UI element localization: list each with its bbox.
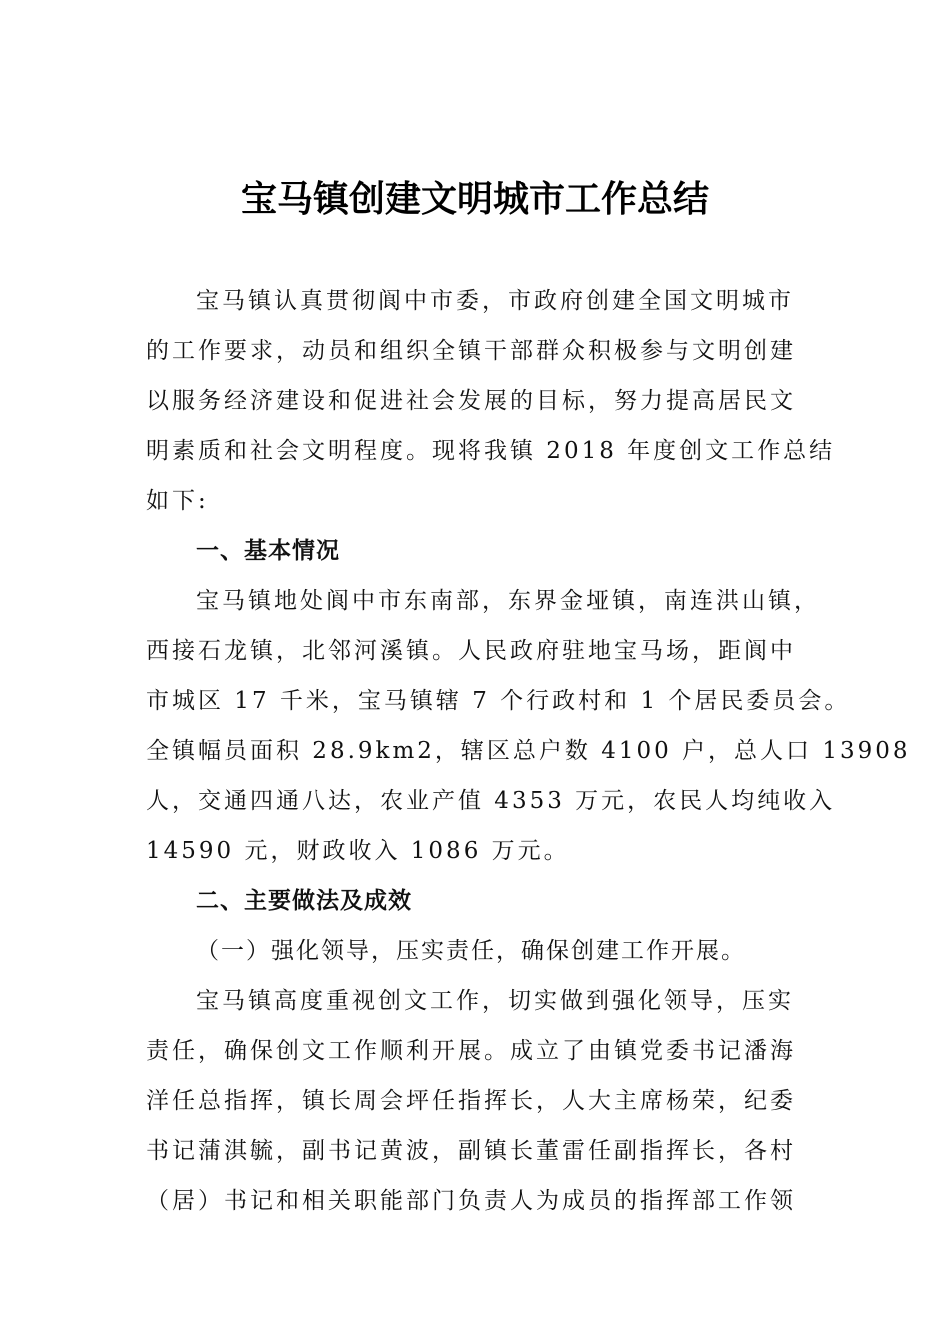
paragraph-line: 责任，确保创文工作顺利开展。成立了由镇党委书记潘海 [146,1038,796,1064]
paragraph-line: （居）书记和相关职能部门负责人为成员的指挥部工作领 [146,1188,796,1214]
paragraph-line: 市城区 17 千米，宝马镇辖 7 个行政村和 1 个居民委员会。 [146,688,851,714]
paragraph-line: 西接石龙镇，北邻河溪镇。人民政府驻地宝马场，距阆中 [146,638,796,664]
paragraph-line: 人，交通四通八达，农业产值 4353 万元，农民人均纯收入 [146,788,836,814]
paragraph-line: 如下: [146,488,209,514]
paragraph-line: 书记蒲淇毓，副书记黄波，副镇长董雷任副指挥长，各村 [146,1138,796,1164]
paragraph-line: 明素质和社会文明程度。现将我镇 2018 年度创文工作总结 [146,438,836,464]
section-heading-basic: 一、基本情况 [196,538,340,564]
paragraph-line: 宝马镇高度重视创文工作，切实做到强化领导，压实 [196,988,794,1014]
paragraph-line: 洋任总指挥，镇长周会坪任指挥长，人大主席杨荣，纪委 [146,1088,796,1114]
paragraph-line: 全镇幅员面积 28.9km2，辖区总户数 4100 户，总人口 13908 [146,738,911,764]
paragraph-line: 的工作要求，动员和组织全镇干部群众积极参与文明创建 [146,338,796,364]
paragraph-line: 宝马镇地处阆中市东南部，东界金垭镇，南连洪山镇， [196,588,820,614]
section-heading-measures: 二、主要做法及成效 [196,888,412,914]
paragraph-line: 宝马镇认真贯彻阆中市委，市政府创建全国文明城市 [196,288,794,314]
subsection-heading: （一）强化领导，压实责任，确保创建工作开展。 [196,938,746,964]
paragraph-line: 以服务经济建设和促进社会发展的目标，努力提高居民文 [146,388,796,414]
document-title: 宝马镇创建文明城市工作总结 [240,179,709,220]
paragraph-line: 14590 元，财政收入 1086 万元。 [146,838,570,864]
